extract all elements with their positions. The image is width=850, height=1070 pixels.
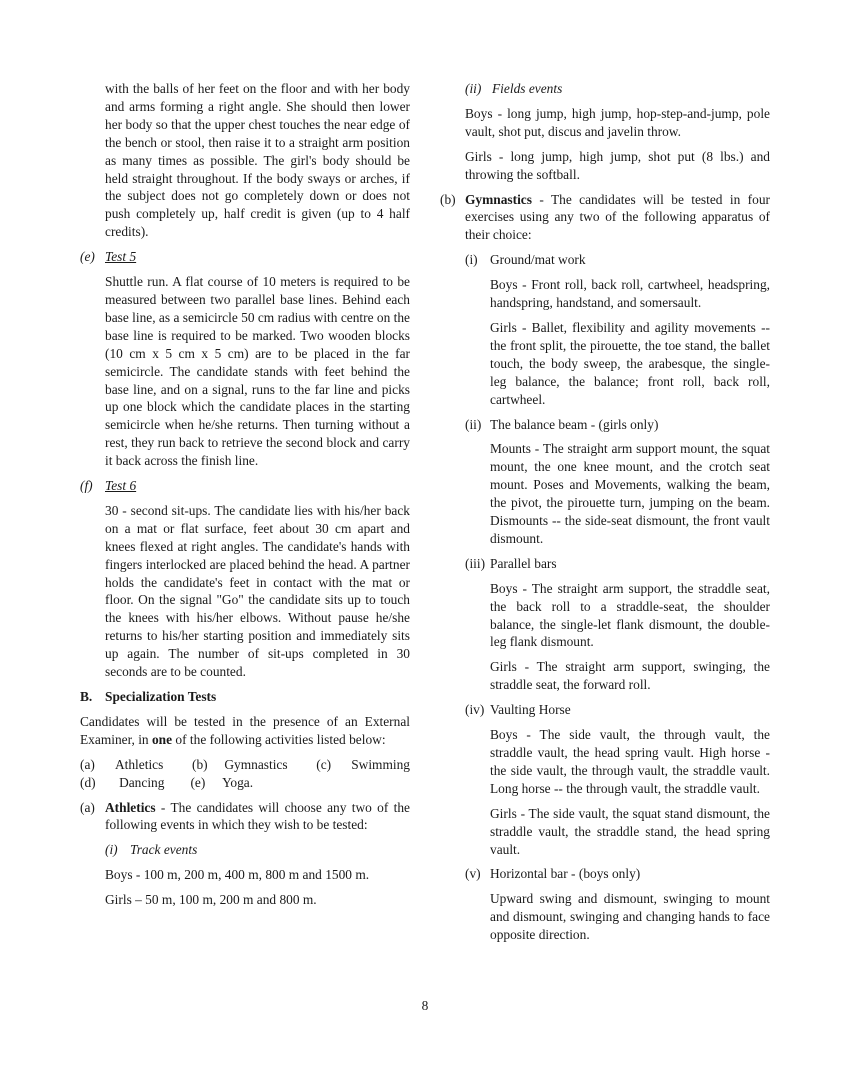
test5-label: (e) [80,249,95,265]
activity-d: (d) Dancing [80,774,165,790]
page-number: 8 [421,998,429,1013]
track-events-heading [80,841,410,859]
athletics-intro [105,799,410,835]
activities-row-2 [80,774,410,792]
test5-title: Test 5 [105,249,137,265]
apparatus-title: Ground/mat work [490,252,586,268]
test5-body: Shuttle run. A flat course of 10 meters is required to be measured between two parallel base lines. Behind each base line, as a semicircle 50 cm radius with centre on the base line is required to be marked. Two wooden blocks (10 cm x 5 cm x 5 cm) are to be placed in the far semicircle. The candidate stands with feet behind the base line, and on a signal, runs to the far line and picks up one block which the candidate places in the starting semicircle when he/she returns. Then turning without a rest, they run back to retrieve the second block and carry it back across the finish line. [105,274,410,469]
apparatus-para: Boys - The straight arm support, the straddle seat, the back roll to a straddle-seat, the shoulder balance, the single-let flank dismount, the double-leg flank dismount. [490,580,770,650]
apparatus-para: Boys - Front roll, back roll, cartwheel, headspring, handspring, handstand, and somersault. [490,277,770,311]
apparatus-label: (ii) [465,416,482,432]
pushup-continuation-text: with the balls of her feet on the floor and with her body and arms forming a right angle. She should then lower her body so that the upper chest touches the near edge of the bench or stool, then raise it to a straight arm position as many times as possible. The girl's body should be held straight throughout. If the body sways or arches, if the subject does not go completely down or does not push completely up, half credit is given (up to 4 half credits). [105,81,410,240]
apparatus-para: Girls - The side vault, the squat stand dismount, the straddle vault, the straddle stand, the head spring vault. [490,805,770,857]
section-b-intro [80,713,410,749]
intro-text-after: of the following activities listed below: [172,731,386,747]
apparatus-label: (v) [465,866,481,882]
fields-events-title: Fields events [492,81,563,96]
test6-body: 30 - second sit-ups. The candidate lies with his/her back on a mat or flat surface, feet about 30 cm apart and knees flexed at right angles. The candidate's hands with fingers interlocked are placed behind the head. A partner holds the candidate's feet in contact with the mat or floor. On the signal "Go" the candidate sits up to touch the knees with his/her elbows. Without pause he/she returns to his/her starting position and immediately sits up again. The number of sit-ups completed in 30 seconds are to be counted. [105,502,410,680]
apparatus-item-heading [440,865,770,883]
apparatus-title: Parallel bars [490,555,557,571]
apparatus-label: (i) [465,252,478,268]
athletics-label: (a) [80,799,95,815]
athletics-section [80,799,410,835]
intro-bold-one: one [151,731,173,747]
fields-girls: Girls - long jump, high jump, shot put (8 lbs.) and throwing the softball. [465,148,770,182]
apparatus-para: Girls - Ballet, flexibility and agility movements -- the front split, the pirouette, the toe stand, the ballet touch, the body sweep, the arabesque, the single- leg balance, the balance; front roll, back roll, cartwheel. [490,319,770,407]
activities-row-1 [80,756,410,774]
apparatus-item-heading [440,416,770,434]
activity-a: (a) Athletics [80,756,164,772]
apparatus-para: Upward swing and dismount, swinging to mount and dismount, swinging and changing hands to face opposite direction. [490,891,770,943]
apparatus-label: (iv) [465,702,485,718]
test6-heading [80,477,410,495]
activity-b: (b) Gymnastics [191,756,288,772]
test5-heading [80,248,410,266]
section-b-label: B. [80,689,93,704]
intro-text-before: Candidates will be tested in the presence of an External Examiner, in [80,713,410,747]
test6-label: (f) [80,478,93,494]
apparatus-item-heading [440,555,770,573]
athletics-intro-text: - The candidates will choose any two of the following events in which they wish to be tested: [105,799,410,833]
fields-events-heading [440,80,770,98]
apparatus-label: (iii) [465,555,486,571]
activity-e: (e) Yoga. [190,774,254,790]
section-b-heading [80,688,410,706]
gymnastics-section [440,191,770,245]
track-boys: Boys - 100 m, 200 m, 400 m, 800 m and 1500 m. [105,867,370,883]
activity-c: (c) Swimming [316,756,410,772]
athletics-title: Athletics [105,799,156,815]
gymnastics-intro [465,191,770,245]
apparatus-para: Girls - The straight arm support, swinging, the straddle seat, the forward roll. [490,659,770,693]
apparatus-para: Mounts - The straight arm support mount, the squat mount, the one knee mount, and the crotch seat mount. Poses and Movements, walking the beam, the pivot, the pirouette turn, jumping on the beam. Dismounts -- the side-seat dismount, the front vault dismount. [490,441,770,546]
fields-events-label: (ii) [465,81,482,96]
apparatus-item-heading [440,701,770,719]
track-girls: Girls – 50 m, 100 m, 200 m and 800 m. [105,892,317,908]
activities-list [80,756,410,792]
section-b-title: Specialization Tests [105,689,217,704]
test6-title: Test 6 [105,478,137,494]
gymnastics-intro-text: - The candidates will be tested in four exercises using any two of the following apparatus of their choice: [465,191,770,243]
apparatus-para: Boys - The side vault, the through vault, the straddle vault, the head spring vault. High horse - the side vault, the through vault, the straddle vault. Long horse -- the through vault, the straddle vault. [490,727,770,796]
track-events-title: Track events [130,842,198,858]
apparatus-title: The balance beam - (girls only) [490,416,659,432]
apparatus-title: Vaulting Horse [490,702,571,718]
right-column [440,80,770,944]
gymnastics-label: (b) [440,191,456,207]
left-column [80,80,410,909]
gymnastics-title: Gymnastics [465,191,532,207]
fields-boys: Boys - long jump, high jump, hop-step-and-jump, pole vault, shot put, discus and javelin throw. [465,105,770,139]
apparatus-title: Horizontal bar - (boys only) [490,866,641,882]
apparatus-item-heading [440,251,770,269]
track-events-label: (i) [105,842,118,858]
